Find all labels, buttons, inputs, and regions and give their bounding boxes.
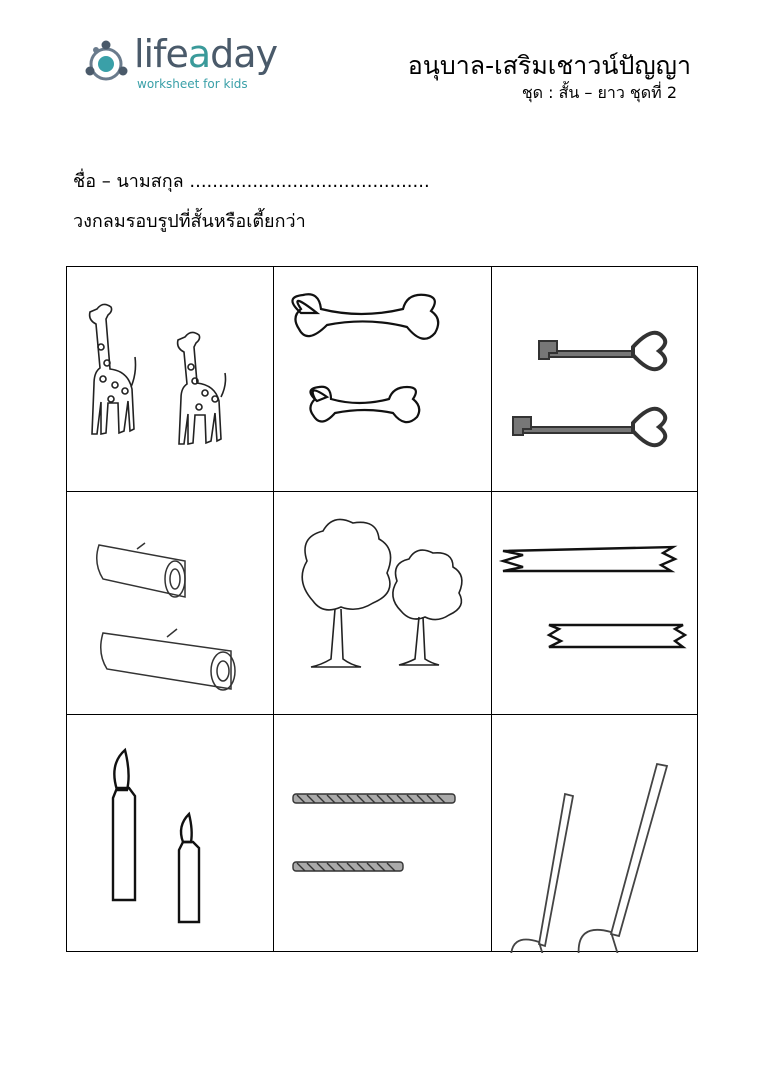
cell-trees[interactable] [273,491,491,714]
cell-golf-clubs[interactable] [491,714,699,953]
name-field-label: ชื่อ – นามสกุล .......................................... [73,171,430,192]
cell-candles[interactable] [67,714,273,953]
lifeaday-logo [82,32,282,98]
bone-pair-icon [273,267,491,491]
log-pair-icon [67,491,273,714]
cell-planks[interactable] [491,491,699,714]
instruction-text: วงกลมรอบรูปที่สั้นหรือเตี้ยกว่า [73,211,306,232]
cell-keys[interactable] [491,267,699,491]
rope-pair-icon [273,714,491,953]
cell-giraffes[interactable] [67,267,273,491]
worksheet-title: อนุบาล-เสริมเชาวน์ปัญญา [407,51,691,80]
tree-pair-icon [273,491,491,714]
worksheet-subtitle: ชุด : สั้น – ยาว ชุดที่ 2 [521,83,677,102]
logo-brand: lifeaday [134,32,278,76]
candle-pair-icon [67,714,273,953]
cell-ropes[interactable] [273,714,491,953]
cell-logs[interactable] [67,491,273,714]
logo-tagline: worksheet for kids [137,77,248,91]
key-pair-icon [491,267,699,491]
golf-club-pair-icon [491,714,699,953]
giraffe-pair-icon [67,267,273,491]
cell-bones[interactable] [273,267,491,491]
logo-mark-icon [82,38,132,88]
picture-grid [66,266,698,952]
plank-pair-icon [491,491,699,714]
